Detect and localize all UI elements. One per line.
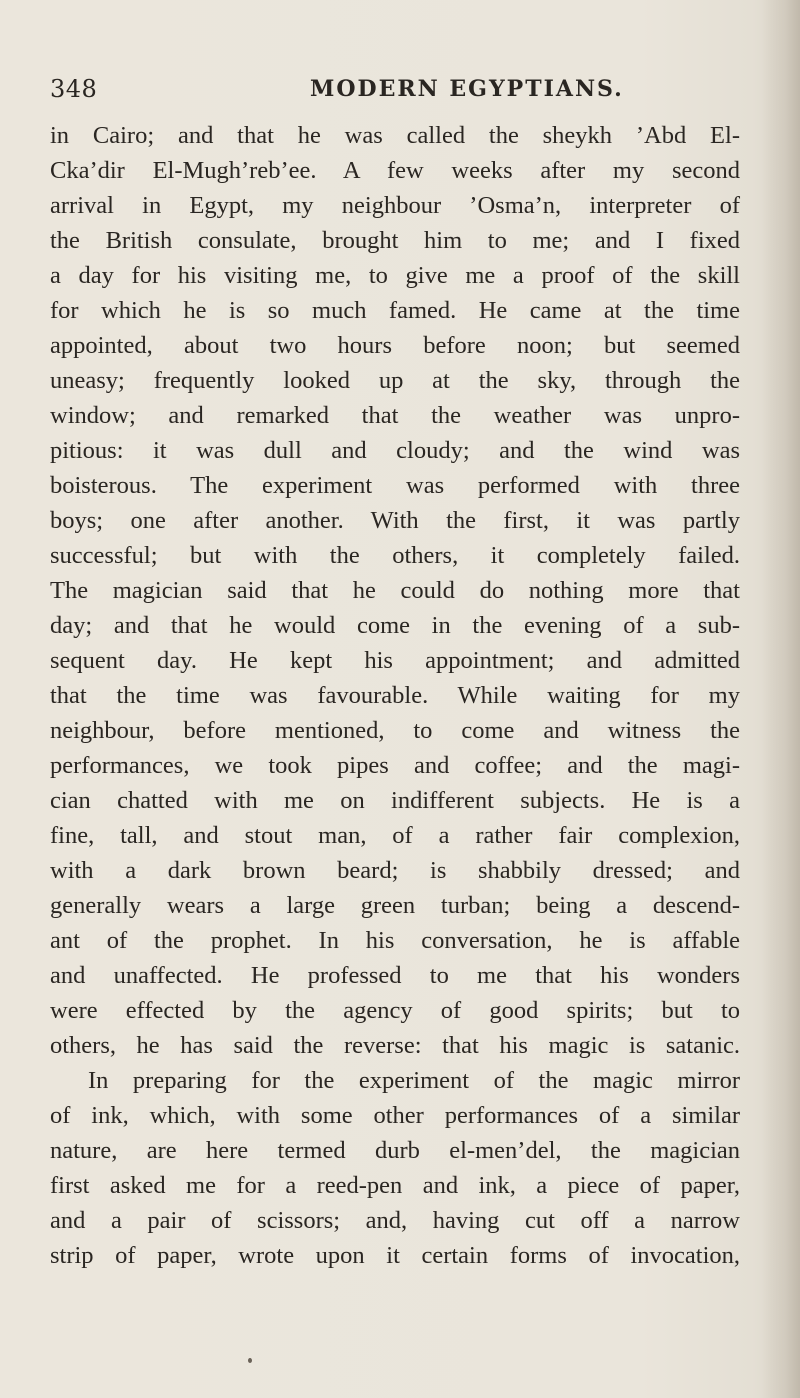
page-header	[50, 75, 740, 115]
text-line: and unaffected. He professed to me that his wonders	[50, 962, 740, 989]
text-line: ant of the prophet. In his conversation, he is affable	[50, 927, 740, 954]
text-line: first asked me for a reed-pen and ink, a piece of paper,	[50, 1172, 740, 1199]
page-edge-shadow	[762, 0, 800, 1398]
text-line: nature, are here termed durb el-men’del, the magician	[50, 1137, 740, 1164]
text-line: Cka’dir El-Mugh’reb’ee. A few weeks after my second	[50, 157, 740, 184]
text-line: a day for his visiting me, to give me a proof of the skill	[50, 262, 740, 289]
text-line: sequent day. He kept his appointment; and admitted	[50, 647, 740, 674]
running-head: MODERN EGYPTIANS.	[310, 76, 624, 102]
text-line: that the time was favourable. While waiting for my	[50, 682, 740, 709]
text-line: The magician said that he could do nothing more that	[50, 577, 740, 604]
text-line: the British consulate, brought him to me; and I fixed	[50, 227, 740, 254]
paragraph-start-line: In preparing for the experiment of the magic mirror	[88, 1067, 740, 1094]
text-line: neighbour, before mentioned, to come and witness the	[50, 717, 740, 744]
text-line: boisterous. The experiment was performed with three	[50, 472, 740, 499]
text-line: strip of paper, wrote upon it certain forms of invocation,	[50, 1242, 740, 1269]
text-line: and a pair of scissors; and, having cut off a narrow	[50, 1207, 740, 1234]
text-line: day; and that he would come in the evening of a sub-	[50, 612, 740, 639]
text-line: in Cairo; and that he was called the sheykh ’Abd El-	[50, 122, 740, 149]
text-line: were effected by the agency of good spirits; but to	[50, 997, 740, 1024]
text-line: others, he has said the reverse: that his magic is satanic.	[50, 1032, 740, 1059]
text-line: uneasy; frequently looked up at the sky, through the	[50, 367, 740, 394]
text-line: arrival in Egypt, my neighbour ’Osma’n, interpreter of	[50, 192, 740, 219]
text-line: window; and remarked that the weather was unpro-	[50, 402, 740, 429]
text-line: performances, we took pipes and coffee; and the magi-	[50, 752, 740, 779]
text-line: successful; but with the others, it completely failed.	[50, 542, 740, 569]
text-line: boys; one after another. With the first, it was partly	[50, 507, 740, 534]
text-line: cian chatted with me on indifferent subjects. He is a	[50, 787, 740, 814]
body-text	[50, 118, 740, 1273]
text-line: with a dark brown beard; is shabbily dressed; and	[50, 857, 740, 884]
text-line: pitious: it was dull and cloudy; and the wind was	[50, 437, 740, 464]
text-line: appointed, about two hours before noon; but seemed	[50, 332, 740, 359]
page-number: 348	[50, 75, 98, 103]
text-line: of ink, which, with some other performances of a similar	[50, 1102, 740, 1129]
text-line: for which he is so much famed. He came at the time	[50, 297, 740, 324]
ink-speck	[248, 1358, 252, 1363]
text-line: generally wears a large green turban; being a descend-	[50, 892, 740, 919]
text-line: fine, tall, and stout man, of a rather fair complexion,	[50, 822, 740, 849]
